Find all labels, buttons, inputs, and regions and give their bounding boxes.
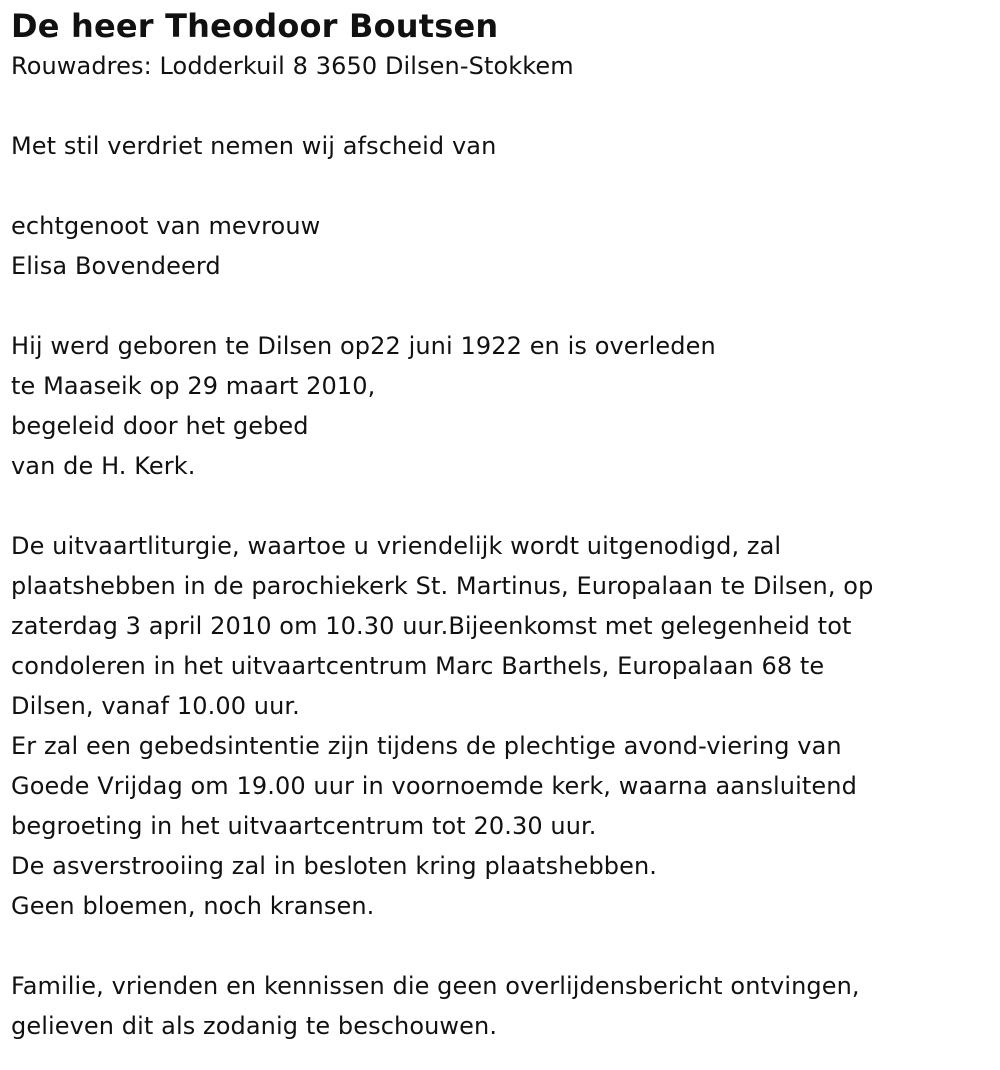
spacer <box>11 86 991 126</box>
ceremony-line: zaterdag 3 april 2010 om 10.30 uur.Bijeenkomst met gelegenheid tot <box>11 612 852 640</box>
ceremony-line: condoleren in het uitvaartcentrum Marc Barthels, Europalaan 68 te <box>11 652 825 680</box>
birth-death-line: te Maaseik op 29 maart 2010, <box>11 372 376 400</box>
obituary-document <box>11 0 991 1046</box>
closing-line: gelieven dit als zodanig te beschouwen. <box>11 1012 498 1040</box>
ceremony-line: Geen bloemen, noch kransen. <box>11 892 375 920</box>
ceremony-line: plaatshebben in de parochiekerk St. Martinus, Europalaan te Dilsen, op <box>11 572 874 600</box>
mourning-address: Rouwadres: Lodderkuil 8 3650 Dilsen-Stokkem <box>11 52 574 80</box>
ceremony-line: begroeting in het uitvaartcentrum tot 20.30 uur. <box>11 812 597 840</box>
spacer <box>11 286 991 326</box>
ceremony-line: De asverstrooiing zal in besloten kring plaatshebben. <box>11 852 658 880</box>
intro-text: Met stil verdriet nemen wij afscheid van <box>11 132 497 160</box>
ceremony-line: Dilsen, vanaf 10.00 uur. <box>11 692 300 720</box>
spacer <box>11 926 991 966</box>
spouse-name: Elisa Bovendeerd <box>11 252 221 280</box>
page-title: De heer Theodoor Boutsen <box>11 7 499 45</box>
ceremony-line: De uitvaartliturgie, waartoe u vriendelijk wordt uitgenodigd, zal <box>11 532 782 560</box>
spacer <box>11 486 991 526</box>
ceremony-line: Er zal een gebedsintentie zijn tijdens de plechtige avond-viering van <box>11 732 842 760</box>
birth-death-line: begeleid door het gebed <box>11 412 309 440</box>
ceremony-line: Goede Vrijdag om 19.00 uur in voornoemde kerk, waarna aansluitend <box>11 772 857 800</box>
closing-line: Familie, vrienden en kennissen die geen overlijdensbericht ontvingen, <box>11 972 860 1000</box>
spouse-line: echtgenoot van mevrouw <box>11 212 321 240</box>
spacer <box>11 166 991 206</box>
birth-death-line: van de H. Kerk. <box>11 452 196 480</box>
birth-death-line: Hij werd geboren te Dilsen op22 juni 1922 en is overleden <box>11 332 716 360</box>
